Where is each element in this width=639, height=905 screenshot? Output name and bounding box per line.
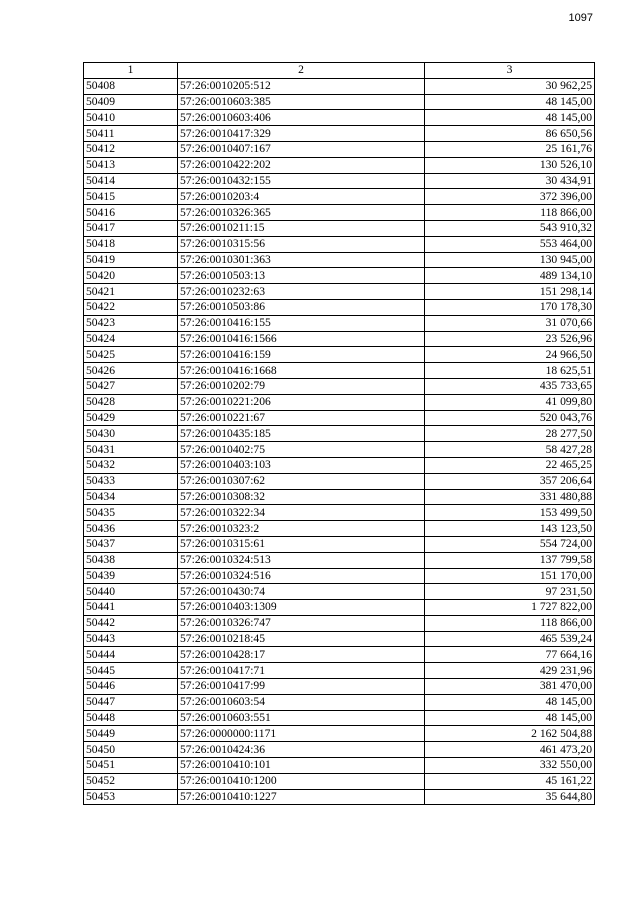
table-row	[84, 157, 595, 173]
row-number-cell: 50437	[84, 536, 178, 552]
table-row	[84, 141, 595, 157]
value-cell: 48 145,00	[425, 94, 595, 110]
table-row	[84, 394, 595, 410]
table-row	[84, 110, 595, 126]
value-cell: 137 799,58	[425, 552, 595, 568]
cadastral-number-cell: 57:26:0010324:513	[178, 552, 425, 568]
table-row	[84, 726, 595, 742]
cadastral-number-cell: 57:26:0010403:103	[178, 457, 425, 473]
table-row	[84, 568, 595, 584]
cadastral-number-cell: 57:26:0010417:329	[178, 126, 425, 142]
cadastral-number-cell: 57:26:0010218:45	[178, 631, 425, 647]
value-cell: 331 480,88	[425, 489, 595, 505]
row-number-cell: 50426	[84, 363, 178, 379]
value-cell: 28 277,50	[425, 426, 595, 442]
value-cell: 153 499,50	[425, 505, 595, 521]
row-number-cell: 50409	[84, 94, 178, 110]
table-row	[84, 126, 595, 142]
row-number-cell: 50442	[84, 615, 178, 631]
cadastral-number-cell: 57:26:0010603:54	[178, 694, 425, 710]
row-number-cell: 50446	[84, 679, 178, 695]
value-cell: 97 231,50	[425, 584, 595, 600]
cadastral-number-cell: 57:26:0010503:86	[178, 299, 425, 315]
row-number-cell: 50432	[84, 457, 178, 473]
table-row	[84, 615, 595, 631]
table-row	[84, 426, 595, 442]
row-number-cell: 50439	[84, 568, 178, 584]
value-cell: 554 724,00	[425, 536, 595, 552]
table-row	[84, 347, 595, 363]
table-row	[84, 710, 595, 726]
cadastral-number-cell: 57:26:0010211:15	[178, 220, 425, 236]
value-cell: 429 231,96	[425, 663, 595, 679]
cadastral-number-cell: 57:26:0010416:1668	[178, 363, 425, 379]
cadastral-number-cell: 57:26:0000000:1171	[178, 726, 425, 742]
table-row	[84, 378, 595, 394]
cadastral-number-cell: 57:26:0010603:551	[178, 710, 425, 726]
row-number-cell: 50418	[84, 236, 178, 252]
table-row	[84, 521, 595, 537]
cadastral-number-cell: 57:26:0010301:363	[178, 252, 425, 268]
value-cell: 48 145,00	[425, 110, 595, 126]
value-cell: 118 866,00	[425, 615, 595, 631]
value-cell: 31 070,66	[425, 315, 595, 331]
cadastral-number-cell: 57:26:0010416:1566	[178, 331, 425, 347]
row-number-cell: 50415	[84, 189, 178, 205]
value-cell: 35 644,80	[425, 789, 595, 805]
table-row	[84, 173, 595, 189]
cadastral-number-cell: 57:26:0010221:206	[178, 394, 425, 410]
table-row	[84, 236, 595, 252]
value-cell: 170 178,30	[425, 299, 595, 315]
cadastral-number-cell: 57:26:0010202:79	[178, 378, 425, 394]
value-cell: 30 434,91	[425, 173, 595, 189]
row-number-cell: 50416	[84, 205, 178, 221]
table-header-row	[84, 63, 595, 79]
row-number-cell: 50453	[84, 789, 178, 805]
value-cell: 143 123,50	[425, 521, 595, 537]
cadastral-number-cell: 57:26:0010322:34	[178, 505, 425, 521]
value-cell: 151 170,00	[425, 568, 595, 584]
row-number-cell: 50444	[84, 647, 178, 663]
row-number-cell: 50412	[84, 141, 178, 157]
value-cell: 461 473,20	[425, 742, 595, 758]
table-row	[84, 536, 595, 552]
value-cell: 30 962,25	[425, 78, 595, 94]
table-row	[84, 268, 595, 284]
row-number-cell: 50448	[84, 710, 178, 726]
cadastral-number-cell: 57:26:0010323:2	[178, 521, 425, 537]
table-row	[84, 94, 595, 110]
table-row	[84, 78, 595, 94]
cadastral-number-cell: 57:26:0010324:516	[178, 568, 425, 584]
row-number-cell: 50420	[84, 268, 178, 284]
cadastral-number-cell: 57:26:0010407:167	[178, 141, 425, 157]
table-row	[84, 220, 595, 236]
value-cell: 130 945,00	[425, 252, 595, 268]
table-row	[84, 600, 595, 616]
value-cell: 543 910,32	[425, 220, 595, 236]
row-number-cell: 50433	[84, 473, 178, 489]
cadastral-number-cell: 57:26:0010603:406	[178, 110, 425, 126]
row-number-cell: 50413	[84, 157, 178, 173]
column-header-1: 1	[84, 63, 178, 79]
value-cell: 86 650,56	[425, 126, 595, 142]
table-row	[84, 789, 595, 805]
value-cell: 48 145,00	[425, 694, 595, 710]
cadastral-number-cell: 57:26:0010603:385	[178, 94, 425, 110]
value-cell: 41 099,80	[425, 394, 595, 410]
cadastral-number-cell: 57:26:0010432:155	[178, 173, 425, 189]
value-cell: 151 298,14	[425, 284, 595, 300]
value-cell: 77 664,16	[425, 647, 595, 663]
value-cell: 23 526,96	[425, 331, 595, 347]
table-row	[84, 189, 595, 205]
cadastral-number-cell: 57:26:0010232:63	[178, 284, 425, 300]
row-number-cell: 50452	[84, 773, 178, 789]
row-number-cell: 50424	[84, 331, 178, 347]
row-number-cell: 50427	[84, 378, 178, 394]
row-number-cell: 50445	[84, 663, 178, 679]
row-number-cell: 50421	[84, 284, 178, 300]
cadastral-number-cell: 57:26:0010410:1227	[178, 789, 425, 805]
row-number-cell: 50451	[84, 758, 178, 774]
value-cell: 24 966,50	[425, 347, 595, 363]
cadastral-number-cell: 57:26:0010326:747	[178, 615, 425, 631]
value-cell: 435 733,65	[425, 378, 595, 394]
row-number-cell: 50431	[84, 442, 178, 458]
value-cell: 1 727 822,00	[425, 600, 595, 616]
value-cell: 22 465,25	[425, 457, 595, 473]
row-number-cell: 50425	[84, 347, 178, 363]
table-row	[84, 284, 595, 300]
value-cell: 332 550,00	[425, 758, 595, 774]
row-number-cell: 50428	[84, 394, 178, 410]
cadastral-number-cell: 57:26:0010410:1200	[178, 773, 425, 789]
cadastral-number-cell: 57:26:0010417:99	[178, 679, 425, 695]
value-cell: 45 161,22	[425, 773, 595, 789]
table-row	[84, 584, 595, 600]
value-cell: 553 464,00	[425, 236, 595, 252]
row-number-cell: 50441	[84, 600, 178, 616]
row-number-cell: 50410	[84, 110, 178, 126]
row-number-cell: 50438	[84, 552, 178, 568]
row-number-cell: 50411	[84, 126, 178, 142]
row-number-cell: 50440	[84, 584, 178, 600]
column-header-2: 2	[178, 63, 425, 79]
cadastral-number-cell: 57:26:0010422:202	[178, 157, 425, 173]
value-cell: 2 162 504,88	[425, 726, 595, 742]
row-number-cell: 50423	[84, 315, 178, 331]
table-row	[84, 694, 595, 710]
table-row	[84, 299, 595, 315]
cadastral-number-cell: 57:26:0010424:36	[178, 742, 425, 758]
cadastral-number-cell: 57:26:0010410:101	[178, 758, 425, 774]
table-row	[84, 363, 595, 379]
value-cell: 58 427,28	[425, 442, 595, 458]
cadastral-number-cell: 57:26:0010402:75	[178, 442, 425, 458]
row-number-cell: 50430	[84, 426, 178, 442]
table-row	[84, 552, 595, 568]
value-cell: 372 396,00	[425, 189, 595, 205]
table-row	[84, 758, 595, 774]
table-row	[84, 631, 595, 647]
table-row	[84, 457, 595, 473]
value-cell: 489 134,10	[425, 268, 595, 284]
value-cell: 25 161,76	[425, 141, 595, 157]
row-number-cell: 50429	[84, 410, 178, 426]
table-row	[84, 410, 595, 426]
cadastral-number-cell: 57:26:0010315:61	[178, 536, 425, 552]
cadastral-number-cell: 57:26:0010416:155	[178, 315, 425, 331]
cadastral-number-cell: 57:26:0010435:185	[178, 426, 425, 442]
row-number-cell: 50449	[84, 726, 178, 742]
row-number-cell: 50422	[84, 299, 178, 315]
value-cell: 130 526,10	[425, 157, 595, 173]
row-number-cell: 50408	[84, 78, 178, 94]
cadastral-number-cell: 57:26:0010428:17	[178, 647, 425, 663]
cadastral-number-cell: 57:26:0010417:71	[178, 663, 425, 679]
table-body	[84, 78, 595, 805]
cadastral-number-cell: 57:26:0010205:512	[178, 78, 425, 94]
row-number-cell: 50434	[84, 489, 178, 505]
value-cell: 381 470,00	[425, 679, 595, 695]
table-row	[84, 473, 595, 489]
value-cell: 18 625,51	[425, 363, 595, 379]
data-table	[83, 62, 595, 805]
table-row	[84, 331, 595, 347]
row-number-cell: 50435	[84, 505, 178, 521]
table-row	[84, 647, 595, 663]
table-row	[84, 679, 595, 695]
cadastral-number-cell: 57:26:0010416:159	[178, 347, 425, 363]
table-row	[84, 252, 595, 268]
cadastral-number-cell: 57:26:0010430:74	[178, 584, 425, 600]
row-number-cell: 50436	[84, 521, 178, 537]
table-row	[84, 205, 595, 221]
cadastral-number-cell: 57:26:0010221:67	[178, 410, 425, 426]
row-number-cell: 50414	[84, 173, 178, 189]
cadastral-number-cell: 57:26:0010307:62	[178, 473, 425, 489]
table-row	[84, 663, 595, 679]
table-row	[84, 442, 595, 458]
row-number-cell: 50419	[84, 252, 178, 268]
value-cell: 520 043,76	[425, 410, 595, 426]
cadastral-number-cell: 57:26:0010308:32	[178, 489, 425, 505]
table-row	[84, 742, 595, 758]
value-cell: 465 539,24	[425, 631, 595, 647]
table-row	[84, 315, 595, 331]
value-cell: 48 145,00	[425, 710, 595, 726]
cadastral-number-cell: 57:26:0010315:56	[178, 236, 425, 252]
row-number-cell: 50417	[84, 220, 178, 236]
table-row	[84, 489, 595, 505]
cadastral-number-cell: 57:26:0010403:1309	[178, 600, 425, 616]
table-row	[84, 773, 595, 789]
table-row	[84, 505, 595, 521]
page-number: 1097	[568, 12, 593, 24]
row-number-cell: 50447	[84, 694, 178, 710]
value-cell: 357 206,64	[425, 473, 595, 489]
row-number-cell: 50450	[84, 742, 178, 758]
row-number-cell: 50443	[84, 631, 178, 647]
cadastral-number-cell: 57:26:0010503:13	[178, 268, 425, 284]
column-header-3: 3	[425, 63, 595, 79]
cadastral-number-cell: 57:26:0010326:365	[178, 205, 425, 221]
cadastral-number-cell: 57:26:0010203:4	[178, 189, 425, 205]
value-cell: 118 866,00	[425, 205, 595, 221]
